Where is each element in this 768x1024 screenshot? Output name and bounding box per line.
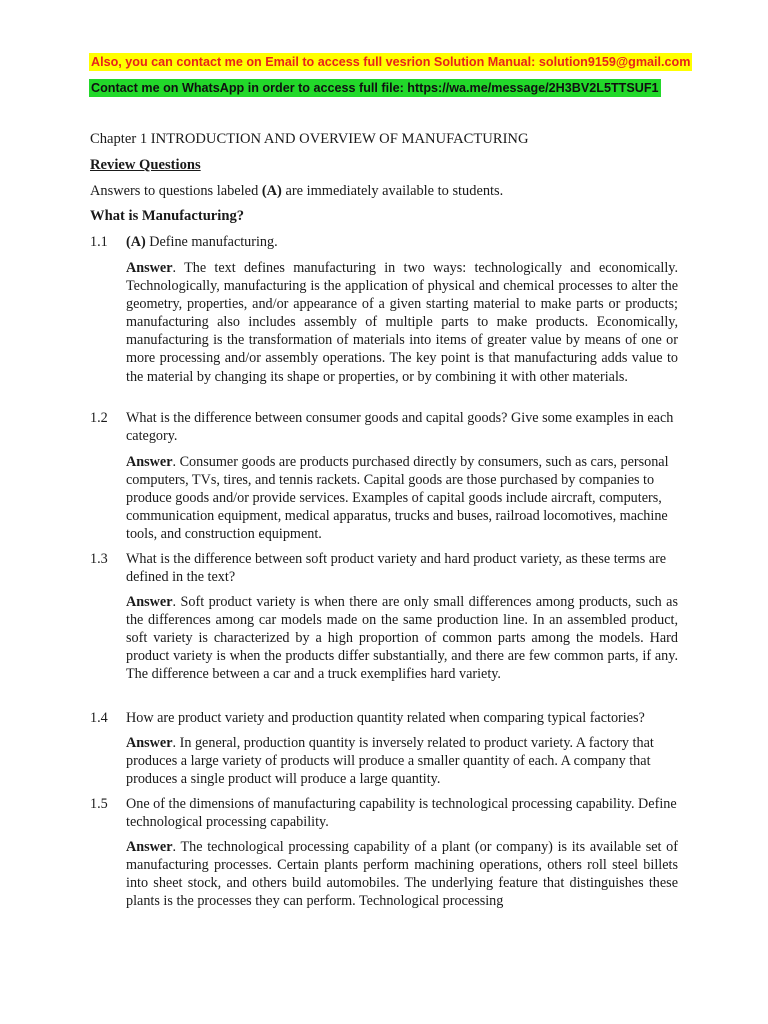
question-number: 1.2 (90, 410, 108, 426)
answer-body: . The text defines manufacturing in two ways: technologically and economically. Technologically, manufacturing is the application of physical and chemical processes to alter the geometry, properties, and/or appearance of a given starting material to make parts or products; manufacturing also includes assembly of multiple parts to make products. Economically, manufacturing is the transformation of materials into items of greater value by means of one or more processing and/or assembly operations. The key point is that manufacturing adds value to the material by changing its shape or properties, or by combining it with other materials. (126, 260, 678, 385)
question-number: 1.4 (90, 710, 108, 726)
question-text: How are product variety and production quantity related when comparing typical factories? (126, 710, 645, 726)
question-text: What is the difference between soft product variety and hard product variety, as these terms are defined in the text? (126, 551, 667, 585)
intro-note (90, 182, 503, 200)
answer-label: Answer (126, 735, 173, 751)
answer-paragraph (126, 259, 678, 386)
answer-label: Answer (126, 594, 173, 610)
question-text (126, 233, 678, 251)
question-tag: (A) (126, 234, 146, 250)
answer-body: . The technological processing capability of a plant (or company) is its available set of manufacturing processes. Certain plants perform machining operations, others roll steel billets into sheet stock, and others build automobiles. The underlying feature that distinguishes these plants is the processes they can perform. Technological processing (126, 839, 678, 910)
intro-suffix: are immediately available to students. (281, 183, 504, 199)
answer-paragraph (126, 453, 678, 543)
answer-body: . In general, production quantity is inversely related to product variety. A factory that produces a large variety of products will produce a smaller quantity of each. A company that produces a single product will produce a large quantity. (126, 735, 654, 788)
answer-label: Answer (126, 839, 173, 855)
answer-paragraph (126, 593, 678, 683)
answer-label: Answer (126, 454, 173, 470)
answer-paragraph (126, 734, 678, 788)
intro-bold-tag: (A) (261, 183, 282, 199)
answer-body: . Consumer goods are products purchased directly by consumers, such as cars, personal computers, TVs, tires, and tennis rackets. Capital goods are those purchased by companies to produce goods and/or provide services. Examples of capital goods include aircraft, computers, communication equipment, medical apparatus, trucks and buses, railroad locomotives, machine tools, and construction equipment. (126, 454, 669, 543)
whatsapp-contact-banner: Contact me on WhatsApp in order to access full file: https://wa.me/message/2H3BV2L5TTSUF1 (91, 81, 659, 95)
answer-label: Answer (126, 260, 173, 276)
question-body: Define manufacturing. (145, 234, 278, 250)
question-number: 1.5 (90, 796, 108, 812)
question-text: One of the dimensions of manufacturing capability is technological processing capability. Define technological processing capability. (126, 796, 677, 830)
question-number: 1.1 (90, 234, 108, 250)
chapter-title: Chapter 1 INTRODUCTION AND OVERVIEW OF MANUFACTURING (90, 131, 529, 147)
answer-paragraph (126, 838, 678, 910)
answer-body: . Soft product variety is when there are only small differences among products, such as the differences among car models made on the same production line. In an assembled product, soft variety is characterized by a high proportion of common parts among the models. Hard product variety is when the products differ substantially, and there are few common parts, if any. The difference between a car and a truck exemplifies hard variety. (126, 594, 678, 683)
email-contact-banner: Also, you can contact me on Email to access full vesrion Solution Manual: solution9159@gmail.com (91, 55, 691, 69)
intro-prefix: Answers to questions labeled (90, 183, 262, 199)
question-number: 1.3 (90, 551, 108, 567)
review-questions-heading: Review Questions (90, 157, 201, 173)
section-heading: What is Manufacturing? (90, 208, 245, 224)
question-text: What is the difference between consumer goods and capital goods? Give some examples in each category. (126, 410, 674, 444)
